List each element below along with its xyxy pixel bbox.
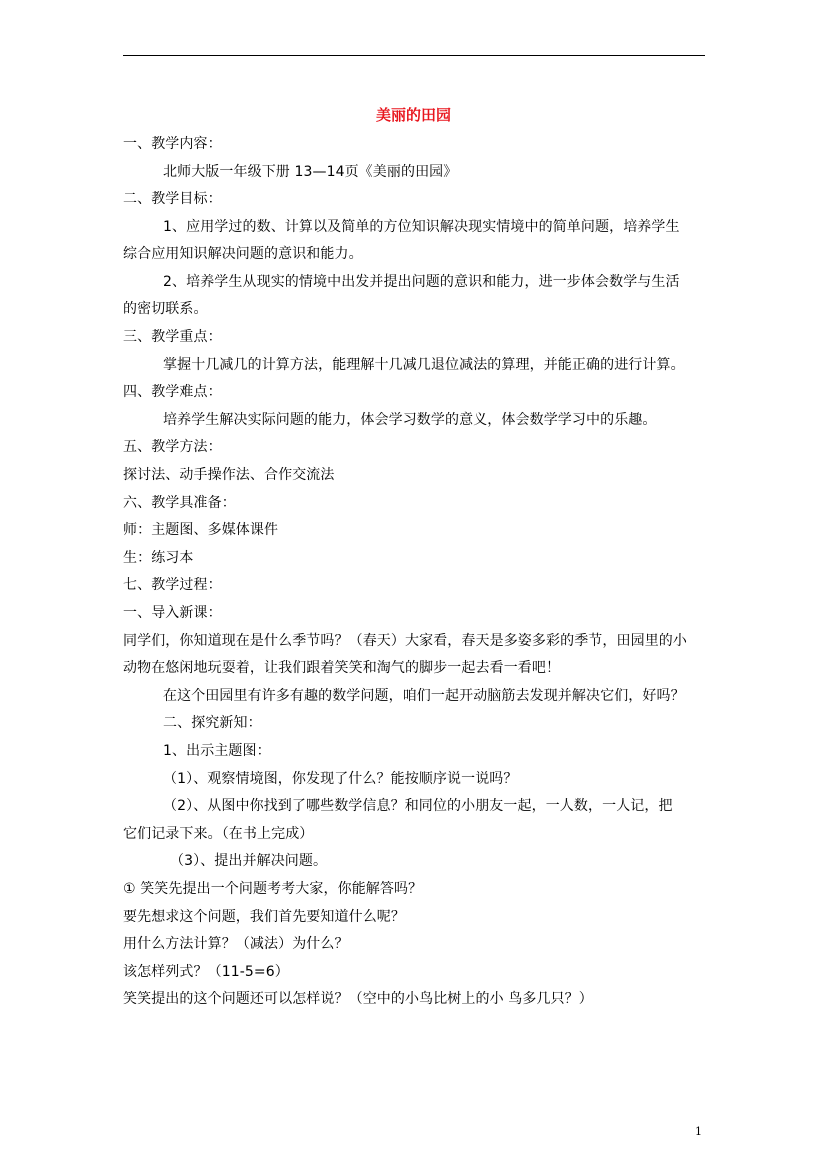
paragraph: 探讨法、动手操作法、合作交流法 — [123, 467, 335, 483]
paragraph: 掌握十几减几的计算方法，能理解十几减几退位减法的算理，并能正确的进行计算。 — [163, 357, 685, 373]
subheading-explore: 二、探究新知： — [163, 715, 262, 731]
paragraph: 1、出示主题图： — [163, 743, 271, 759]
paragraph: （1）、观察情境图，你发现了什么？能按顺序说一说吗？ — [163, 771, 518, 787]
paragraph: ① 笑笑先提出一个问题考考大家，你能解答吗？ — [123, 881, 423, 897]
section-heading-methods: 五、教学方法： — [123, 439, 222, 455]
header-rule — [123, 55, 705, 56]
section-heading-difficulty: 四、教学难点： — [123, 384, 222, 400]
paragraph: 2、培养学生从现实的情境中出发并提出问题的意识和能力，进一步体会数学与生活 — [163, 274, 680, 290]
paragraph: 在这个田园里有许多有趣的数学问题，咱们一起开动脑筋去发现并解决它们，好吗？ — [163, 688, 685, 704]
paragraph: 笑笑提出的这个问题还可以怎样说？（空中的小鸟比树上的小 鸟多几只？） — [123, 991, 593, 1007]
paragraph: 生：练习本 — [123, 550, 194, 566]
subheading-intro: 一、导入新课： — [123, 605, 222, 621]
paragraph: 要先想求这个问题，我们首先要知道什么呢？ — [123, 909, 405, 925]
section-heading-content: 一、教学内容： — [123, 136, 222, 152]
paragraph: 1、应用学过的数、计算以及简单的方位知识解决现实情境中的简单问题，培养学生 — [163, 219, 680, 235]
page-number: 1 — [695, 1125, 702, 1138]
paragraph: （2）、从图中你找到了哪些数学信息？和同位的小朋友一起，一人数，一人记，把 — [163, 798, 673, 814]
paragraph: 师：主题图、多媒体课件 — [123, 522, 279, 538]
section-heading-process: 七、教学过程： — [123, 577, 222, 593]
paragraph: 北师大版一年级下册 13—14页《美丽的田园》 — [163, 164, 458, 180]
paragraph: 该怎样列式？（11-5=6） — [123, 964, 289, 980]
document-title: 美丽的田园 — [375, 106, 451, 124]
section-heading-goals: 二、教学目标： — [123, 191, 222, 207]
section-heading-materials: 六、教学具准备： — [123, 495, 236, 511]
paragraph: 它们记录下来。（在书上完成） — [123, 826, 314, 842]
paragraph: 培养学生解决实际问题的能力，体会学习数学的意义，体会数学学习中的乐趣。 — [163, 412, 657, 428]
section-heading-focus: 三、教学重点： — [123, 329, 222, 345]
paragraph: 综合应用知识解决问题的意识和能力。 — [123, 246, 363, 262]
paragraph: 用什么方法计算？（减法）为什么？ — [123, 936, 349, 952]
paragraph: 同学们，你知道现在是什么季节吗？（春天）大家看，春天是多姿多彩的季节，田园里的小 — [123, 633, 687, 649]
paragraph: 的密切联系。 — [123, 301, 208, 317]
paragraph: 动物在悠闲地玩耍着，让我们跟着笑笑和淘气的脚步一起去看一看吧！ — [123, 660, 561, 676]
paragraph: （3）、提出并解决问题。 — [170, 853, 328, 869]
